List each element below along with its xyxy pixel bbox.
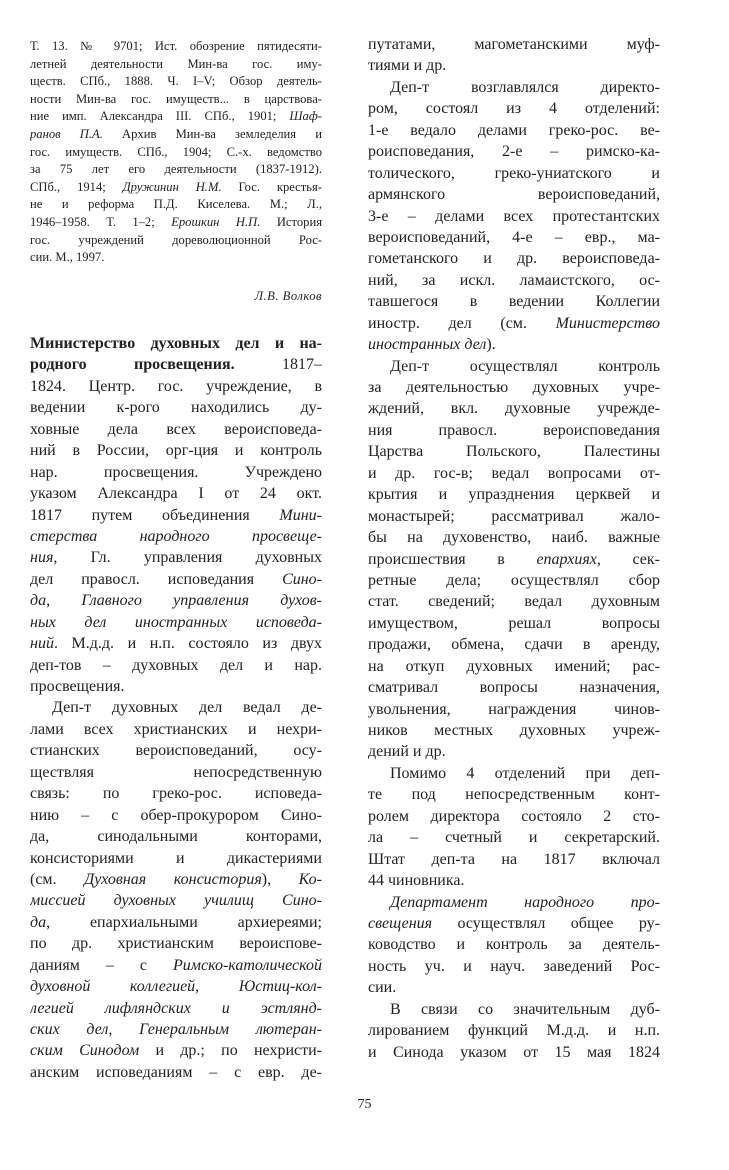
text-line (368, 398, 660, 419)
text-segment: консисториями и дикастериями (30, 849, 322, 867)
italic-text: да (30, 913, 47, 931)
text-line (368, 270, 660, 291)
text-segment: да, синодальными конторами, (30, 828, 322, 846)
text-line (30, 144, 322, 162)
text-line (368, 741, 660, 762)
text-segment: и др.; по нехристи- (139, 1042, 322, 1060)
italic-text: Департамент народного про- (390, 893, 660, 911)
text-line (368, 892, 660, 913)
text-line (368, 1042, 660, 1063)
italic-text: Ерошкин Н.П. (171, 214, 261, 229)
text-line (368, 77, 660, 98)
text-line (30, 869, 322, 890)
text-segment: осуществлял общее ру- (432, 914, 660, 932)
text-line (368, 420, 660, 441)
text-segment: указом Александра I от 24 окт. (30, 485, 322, 503)
text-line (30, 1062, 322, 1083)
text-line (30, 126, 322, 144)
italic-text: свещения (368, 914, 433, 932)
text-line (30, 196, 322, 214)
text-segment: роисповедания, 2-е – римско-ка- (368, 143, 660, 161)
text-segment: лами всех христианских и нехри- (30, 720, 322, 738)
text-line (30, 912, 322, 933)
text-line (30, 232, 322, 250)
text-segment: и др. гос-в; ведал вопросами от- (368, 464, 660, 482)
text-line (30, 1019, 322, 1040)
italic-text: Министерство (555, 314, 660, 332)
text-segment: , епархиальными архиереями; (46, 913, 322, 931)
text-segment: ний в России, орг-ция и контроль (30, 442, 322, 460)
text-segment: ний, за искл. ламаистского, ос- (368, 271, 660, 289)
text-segment: ности Мин-ва гос. имуществ... в царствова- (30, 91, 322, 106)
text-segment: анским исповеданиям – с евр. де- (30, 1063, 322, 1081)
article-ministry-spiritual-affairs (30, 333, 322, 1083)
text-line (368, 656, 660, 677)
text-line (30, 38, 322, 56)
text-line (30, 547, 322, 568)
text-line (368, 784, 660, 805)
text-segment: лированием функций М.д.д. и н.п. (368, 1022, 660, 1040)
text-segment: , Гл. управления духовных (53, 549, 322, 567)
text-line (30, 354, 322, 375)
text-segment: Штат деп-та на 1817 включал (368, 850, 660, 868)
text-segment: ждений, вкл. духовные учрежде- (368, 400, 660, 418)
text-segment: монастырей; рассматривал жало- (368, 507, 660, 525)
text-line (368, 313, 660, 334)
italic-text: ния (30, 549, 54, 567)
text-segment: 1817– (234, 356, 322, 374)
text-line (30, 179, 322, 197)
bold-text: родного просвещения. (30, 356, 235, 374)
text-segment: , (195, 978, 239, 996)
text-segment: ). (486, 336, 496, 354)
text-line (368, 356, 660, 377)
text-segment: ведении к-рого находились ду- (30, 399, 322, 417)
text-segment: летней деятельности Мин-ва гос. иму- (30, 56, 322, 71)
text-segment: деп-тов – духовных дел и нар. (30, 656, 322, 674)
text-segment: тавшегося в ведении Коллегии (368, 293, 660, 311)
text-line (368, 977, 660, 998)
text-line (30, 376, 322, 397)
text-segment: иностр. дел (см. (368, 314, 556, 332)
text-line (368, 141, 660, 162)
text-line (368, 806, 660, 827)
text-line (30, 740, 322, 761)
text-line (368, 291, 660, 312)
text-segment: 3-е – делами всех протестантских (368, 207, 660, 225)
text-line (368, 570, 660, 591)
text-segment: 1-е ведало делами греко-рос. ве- (368, 121, 660, 139)
text-line (30, 249, 322, 267)
text-line (368, 956, 660, 977)
text-line (368, 206, 660, 227)
text-segment: В связи со значительным дуб- (390, 1000, 660, 1018)
text-segment: не и реформа П.Д. Киселева. М.; Л., (30, 197, 322, 212)
italic-text: ских дел (30, 1021, 109, 1038)
text-line (368, 227, 660, 248)
text-line (30, 655, 322, 676)
italic-text: Генеральным лютеран- (139, 1021, 322, 1038)
text-line (30, 890, 322, 911)
text-line (368, 120, 660, 141)
text-line (30, 762, 322, 783)
italic-text: Шаф- (289, 109, 322, 124)
text-segment: ществляя непосредственную (30, 763, 322, 781)
text-line (368, 463, 660, 484)
text-line (368, 377, 660, 398)
text-segment: те под непосредственным конт- (368, 786, 660, 804)
text-line (30, 590, 322, 611)
bold-text: Министерство духовных дел и на- (30, 335, 322, 352)
text-line (368, 634, 660, 655)
text-segment: сматривал вопросы назначения, (368, 679, 660, 697)
italic-text: духовной коллегией (30, 978, 196, 996)
italic-text: ний (30, 635, 54, 653)
text-segment: ром, состоял из 4 отделений: (368, 100, 660, 118)
text-segment: за деятельностью духовных учре- (368, 379, 660, 396)
text-line (30, 419, 322, 440)
text-line (30, 783, 322, 804)
text-line (368, 934, 660, 955)
text-segment: стат. сведений; ведал духовным (368, 593, 660, 611)
text-line (30, 462, 322, 483)
text-segment: и Синода указом от 15 мая 1824 (368, 1043, 660, 1061)
text-segment: за 75 лет его деятельности (1837-1912). (30, 162, 322, 177)
text-line (30, 108, 322, 126)
text-line (368, 763, 660, 784)
italic-text: легией лифляндских и эстлянд- (30, 999, 322, 1017)
text-line (368, 184, 660, 205)
text-segment: толического, греко-униатского и (368, 164, 660, 182)
text-segment: ретные дела; осуществлял сбор (368, 571, 660, 589)
text-line (30, 1040, 322, 1061)
text-segment: История (260, 214, 322, 229)
text-line (30, 848, 322, 869)
italic-text: ранов П.А. (30, 126, 103, 141)
text-segment: ние имп. Александра III. СПб., 1901; (30, 109, 290, 124)
italic-text: миссией духовных училищ Сино- (30, 892, 322, 910)
text-line (30, 826, 322, 847)
text-segment: ), (261, 870, 299, 888)
text-line (30, 214, 322, 232)
italic-text: Дружинин Н.М. (122, 179, 222, 194)
text-line (30, 633, 322, 654)
text-line (368, 527, 660, 548)
italic-text: ных дел иностранных исповеда- (30, 613, 322, 631)
text-line (368, 999, 660, 1020)
text-segment: 44 чиновника. (368, 872, 465, 890)
text-segment: тиями и др. (368, 57, 447, 75)
text-segment: ния правосл. вероисповедания (368, 421, 660, 439)
text-line (368, 699, 660, 720)
text-segment: увольнения, награждения чинов- (368, 700, 660, 718)
text-segment: Деп-т возглавлялся директо- (390, 78, 660, 96)
text-segment: имуществом, решал вопросы (368, 614, 660, 632)
text-line (30, 805, 322, 826)
text-segment: даниям – с (30, 956, 173, 974)
text-line (368, 441, 660, 462)
italic-text: Римско-католической (172, 956, 322, 974)
text-segment: сии. (368, 979, 397, 997)
text-segment: гометанского и др. вероисповеда- (368, 250, 660, 268)
italic-text: стерства народного просвеще- (30, 527, 322, 545)
bibliography-references (30, 38, 322, 267)
text-line (30, 440, 322, 461)
text-segment: СПб., 1914; (30, 179, 123, 194)
text-line (30, 483, 322, 504)
text-segment: Архив Мин-ва земледелия и (102, 126, 322, 141)
text-line (368, 484, 660, 505)
text-segment: Т. 13. № 9701; Ист. обозрение пятидесяти- (30, 39, 322, 53)
text-segment: (см. (30, 870, 85, 888)
text-segment: ность уч. и науч. заведений Рос- (368, 957, 660, 975)
text-line (30, 719, 322, 740)
text-segment: просвещения. (30, 678, 125, 695)
text-line (368, 98, 660, 119)
text-line (30, 976, 322, 997)
text-segment: сии. М., 1997. (30, 250, 105, 265)
text-line (30, 333, 322, 354)
italic-text: епархиях (536, 550, 597, 568)
text-segment: , (108, 1021, 140, 1038)
text-line (30, 676, 322, 697)
text-line (30, 955, 322, 976)
text-line (368, 870, 660, 891)
text-segment: путатами, магометанскими муф- (368, 36, 660, 53)
italic-text: Ко- (298, 870, 322, 888)
text-line (368, 913, 660, 934)
italic-text: Юстиц-кол- (238, 978, 322, 996)
italic-text: да, Главного управления духов- (30, 592, 322, 610)
text-segment: связь: по греко-рос. исповеда- (30, 785, 322, 803)
text-segment: Помимо 4 отделений при деп- (390, 764, 660, 782)
text-line (368, 613, 660, 634)
text-segment: крытия и упразднения церквей и (368, 486, 660, 504)
text-segment: на откуп духовных имений; рас- (368, 657, 660, 675)
text-line (368, 34, 660, 55)
text-line (30, 161, 322, 179)
italic-text: иностранных дел (368, 336, 487, 354)
text-line (30, 56, 322, 74)
text-line (368, 677, 660, 698)
text-line (368, 720, 660, 741)
text-segment: Деп-т осуществлял контроль (390, 357, 660, 375)
text-segment: нар. просвещения. Учреждено (30, 463, 322, 481)
text-segment: ществ. СПб., 1888. Ч. I–V; Обзор деятель- (30, 74, 322, 89)
text-line (368, 163, 660, 184)
text-line (368, 1020, 660, 1041)
text-line (30, 998, 322, 1019)
text-segment: бы на духовенство, наиб. важные (368, 529, 660, 547)
text-line (30, 397, 322, 418)
right-column-text (368, 34, 660, 1063)
text-line (30, 91, 322, 109)
text-line (368, 506, 660, 527)
text-line (30, 697, 322, 718)
text-segment: Деп-т духовных дел ведал де- (52, 699, 322, 717)
italic-text: ским Синодом (30, 1042, 140, 1060)
text-line (368, 591, 660, 612)
text-segment: по др. христианским вероиспове- (30, 935, 322, 953)
text-line (30, 933, 322, 954)
text-line (368, 55, 660, 76)
text-segment: продажи, обмена, сдачи в аренду, (368, 636, 660, 654)
text-segment: ролем директора состояло 2 сто- (368, 807, 660, 825)
italic-text: Сино- (282, 570, 322, 588)
text-line (368, 334, 660, 355)
text-segment: 1946–1958. Т. 1–2; (30, 214, 172, 229)
text-line (30, 569, 322, 590)
italic-text: Мини- (279, 506, 322, 524)
text-line (368, 827, 660, 848)
text-segment: ла – счетный и секретарский. (368, 829, 660, 847)
page-number: 75 (357, 1097, 372, 1112)
text-segment: стианских вероисповеданий, осу- (30, 742, 322, 760)
text-line (30, 612, 322, 633)
text-segment: нию – с обер-прокурором Сино- (30, 806, 322, 824)
text-line (30, 73, 322, 91)
text-segment: происшествия в (368, 550, 537, 568)
text-segment: Царства Польского, Палестины (368, 443, 660, 461)
text-line (368, 549, 660, 570)
text-segment: 1824. Центр. гос. учреждение, в (30, 377, 322, 395)
text-line (368, 849, 660, 870)
text-segment: дел правосл. исповедания (30, 570, 283, 588)
text-segment: . М.д.д. и н.п. состояло из двух (53, 635, 322, 653)
text-segment: гос. учреждений дореволюционной Рос- (30, 232, 322, 247)
italic-text: Духовная консистория (84, 870, 262, 888)
text-segment: армянского вероисповеданий, (368, 186, 660, 204)
text-segment: гос. имуществ. СПб., 1904; С.-х. ведомство (30, 144, 322, 159)
text-line (30, 505, 322, 526)
text-segment: , сек- (596, 550, 660, 568)
text-segment: Гос. крестья- (221, 179, 322, 194)
text-line (368, 248, 660, 269)
text-segment: ховные дела всех вероисповеда- (30, 420, 322, 438)
article-author: Л.В. Волков (254, 289, 322, 303)
text-segment: 1817 путем объединения (30, 506, 280, 524)
text-segment: вероисповеданий, 4-е – евр., ма- (368, 228, 660, 246)
text-segment: дений и др. (368, 743, 446, 761)
text-segment: ников местных духовных учреж- (368, 722, 660, 739)
text-segment: ководство и контроль за деятель- (368, 936, 660, 954)
text-line (30, 526, 322, 547)
